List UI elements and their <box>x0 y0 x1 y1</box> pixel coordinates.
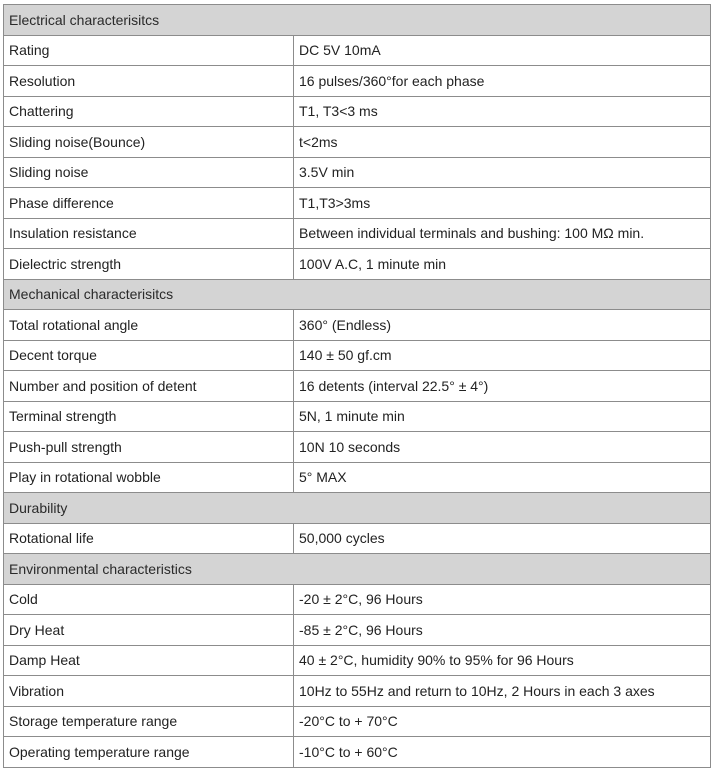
spec-value: 16 pulses/360°for each phase <box>294 66 711 97</box>
spec-label: Resolution <box>4 66 294 97</box>
spec-value: -20°C to + 70°C <box>294 706 711 737</box>
section-title: Environmental characteristics <box>4 554 711 585</box>
spec-value: 5N, 1 minute min <box>294 401 711 432</box>
spec-value: Between individual terminals and bushing: 100 MΩ min. <box>294 218 711 249</box>
spec-value: 100V A.C, 1 minute min <box>294 249 711 280</box>
table-row <box>4 371 711 402</box>
spec-label: Phase difference <box>4 188 294 219</box>
spec-label: Sliding noise <box>4 157 294 188</box>
spec-label: Decent torque <box>4 340 294 371</box>
spec-value: 40 ± 2°C, humidity 90% to 95% for 96 Hours <box>294 645 711 676</box>
spec-value: 50,000 cycles <box>294 523 711 554</box>
specifications-table <box>3 4 711 768</box>
spec-value: 360° (Endless) <box>294 310 711 341</box>
spec-value: t<2ms <box>294 127 711 158</box>
spec-value: 10N 10 seconds <box>294 432 711 463</box>
spec-label: Dielectric strength <box>4 249 294 280</box>
spec-label: Number and position of detent <box>4 371 294 402</box>
spec-value: 16 detents (interval 22.5° ± 4°) <box>294 371 711 402</box>
specifications-table-body <box>4 5 711 768</box>
table-row <box>4 310 711 341</box>
spec-label: Push-pull strength <box>4 432 294 463</box>
spec-label: Operating temperature range <box>4 737 294 768</box>
table-row <box>4 188 711 219</box>
spec-label: Dry Heat <box>4 615 294 646</box>
spec-label: Vibration <box>4 676 294 707</box>
spec-label: Terminal strength <box>4 401 294 432</box>
spec-label: Total rotational angle <box>4 310 294 341</box>
spec-label: Rotational life <box>4 523 294 554</box>
table-row <box>4 35 711 66</box>
table-row <box>4 218 711 249</box>
table-row <box>4 737 711 768</box>
spec-value: 10Hz to 55Hz and return to 10Hz, 2 Hours in each 3 axes <box>294 676 711 707</box>
table-row <box>4 157 711 188</box>
section-title: Mechanical characterisitcs <box>4 279 711 310</box>
spec-value: 140 ± 50 gf.cm <box>294 340 711 371</box>
table-row <box>4 249 711 280</box>
spec-value: DC 5V 10mA <box>294 35 711 66</box>
table-row <box>4 432 711 463</box>
spec-label: Damp Heat <box>4 645 294 676</box>
spec-label: Storage temperature range <box>4 706 294 737</box>
table-row <box>4 66 711 97</box>
table-row <box>4 706 711 737</box>
section-title: Durability <box>4 493 711 524</box>
spec-value: T1, T3<3 ms <box>294 96 711 127</box>
section-header-environmental <box>4 554 711 585</box>
table-row <box>4 401 711 432</box>
spec-label: Sliding noise(Bounce) <box>4 127 294 158</box>
table-row <box>4 96 711 127</box>
table-row <box>4 645 711 676</box>
table-row <box>4 676 711 707</box>
spec-label: Insulation resistance <box>4 218 294 249</box>
spec-value: T1,T3>3ms <box>294 188 711 219</box>
spec-label: Play in rotational wobble <box>4 462 294 493</box>
section-header-mechanical <box>4 279 711 310</box>
section-header-electrical <box>4 5 711 36</box>
table-row <box>4 523 711 554</box>
spec-value: 5° MAX <box>294 462 711 493</box>
spec-value: 3.5V min <box>294 157 711 188</box>
spec-label: Rating <box>4 35 294 66</box>
spec-value: -85 ± 2°C, 96 Hours <box>294 615 711 646</box>
section-title: Electrical characterisitcs <box>4 5 711 36</box>
spec-label: Chattering <box>4 96 294 127</box>
spec-value: -20 ± 2°C, 96 Hours <box>294 584 711 615</box>
table-row <box>4 340 711 371</box>
table-row <box>4 615 711 646</box>
table-row <box>4 127 711 158</box>
table-row <box>4 462 711 493</box>
table-row <box>4 584 711 615</box>
section-header-durability <box>4 493 711 524</box>
spec-label: Cold <box>4 584 294 615</box>
spec-value: -10°C to + 60°C <box>294 737 711 768</box>
